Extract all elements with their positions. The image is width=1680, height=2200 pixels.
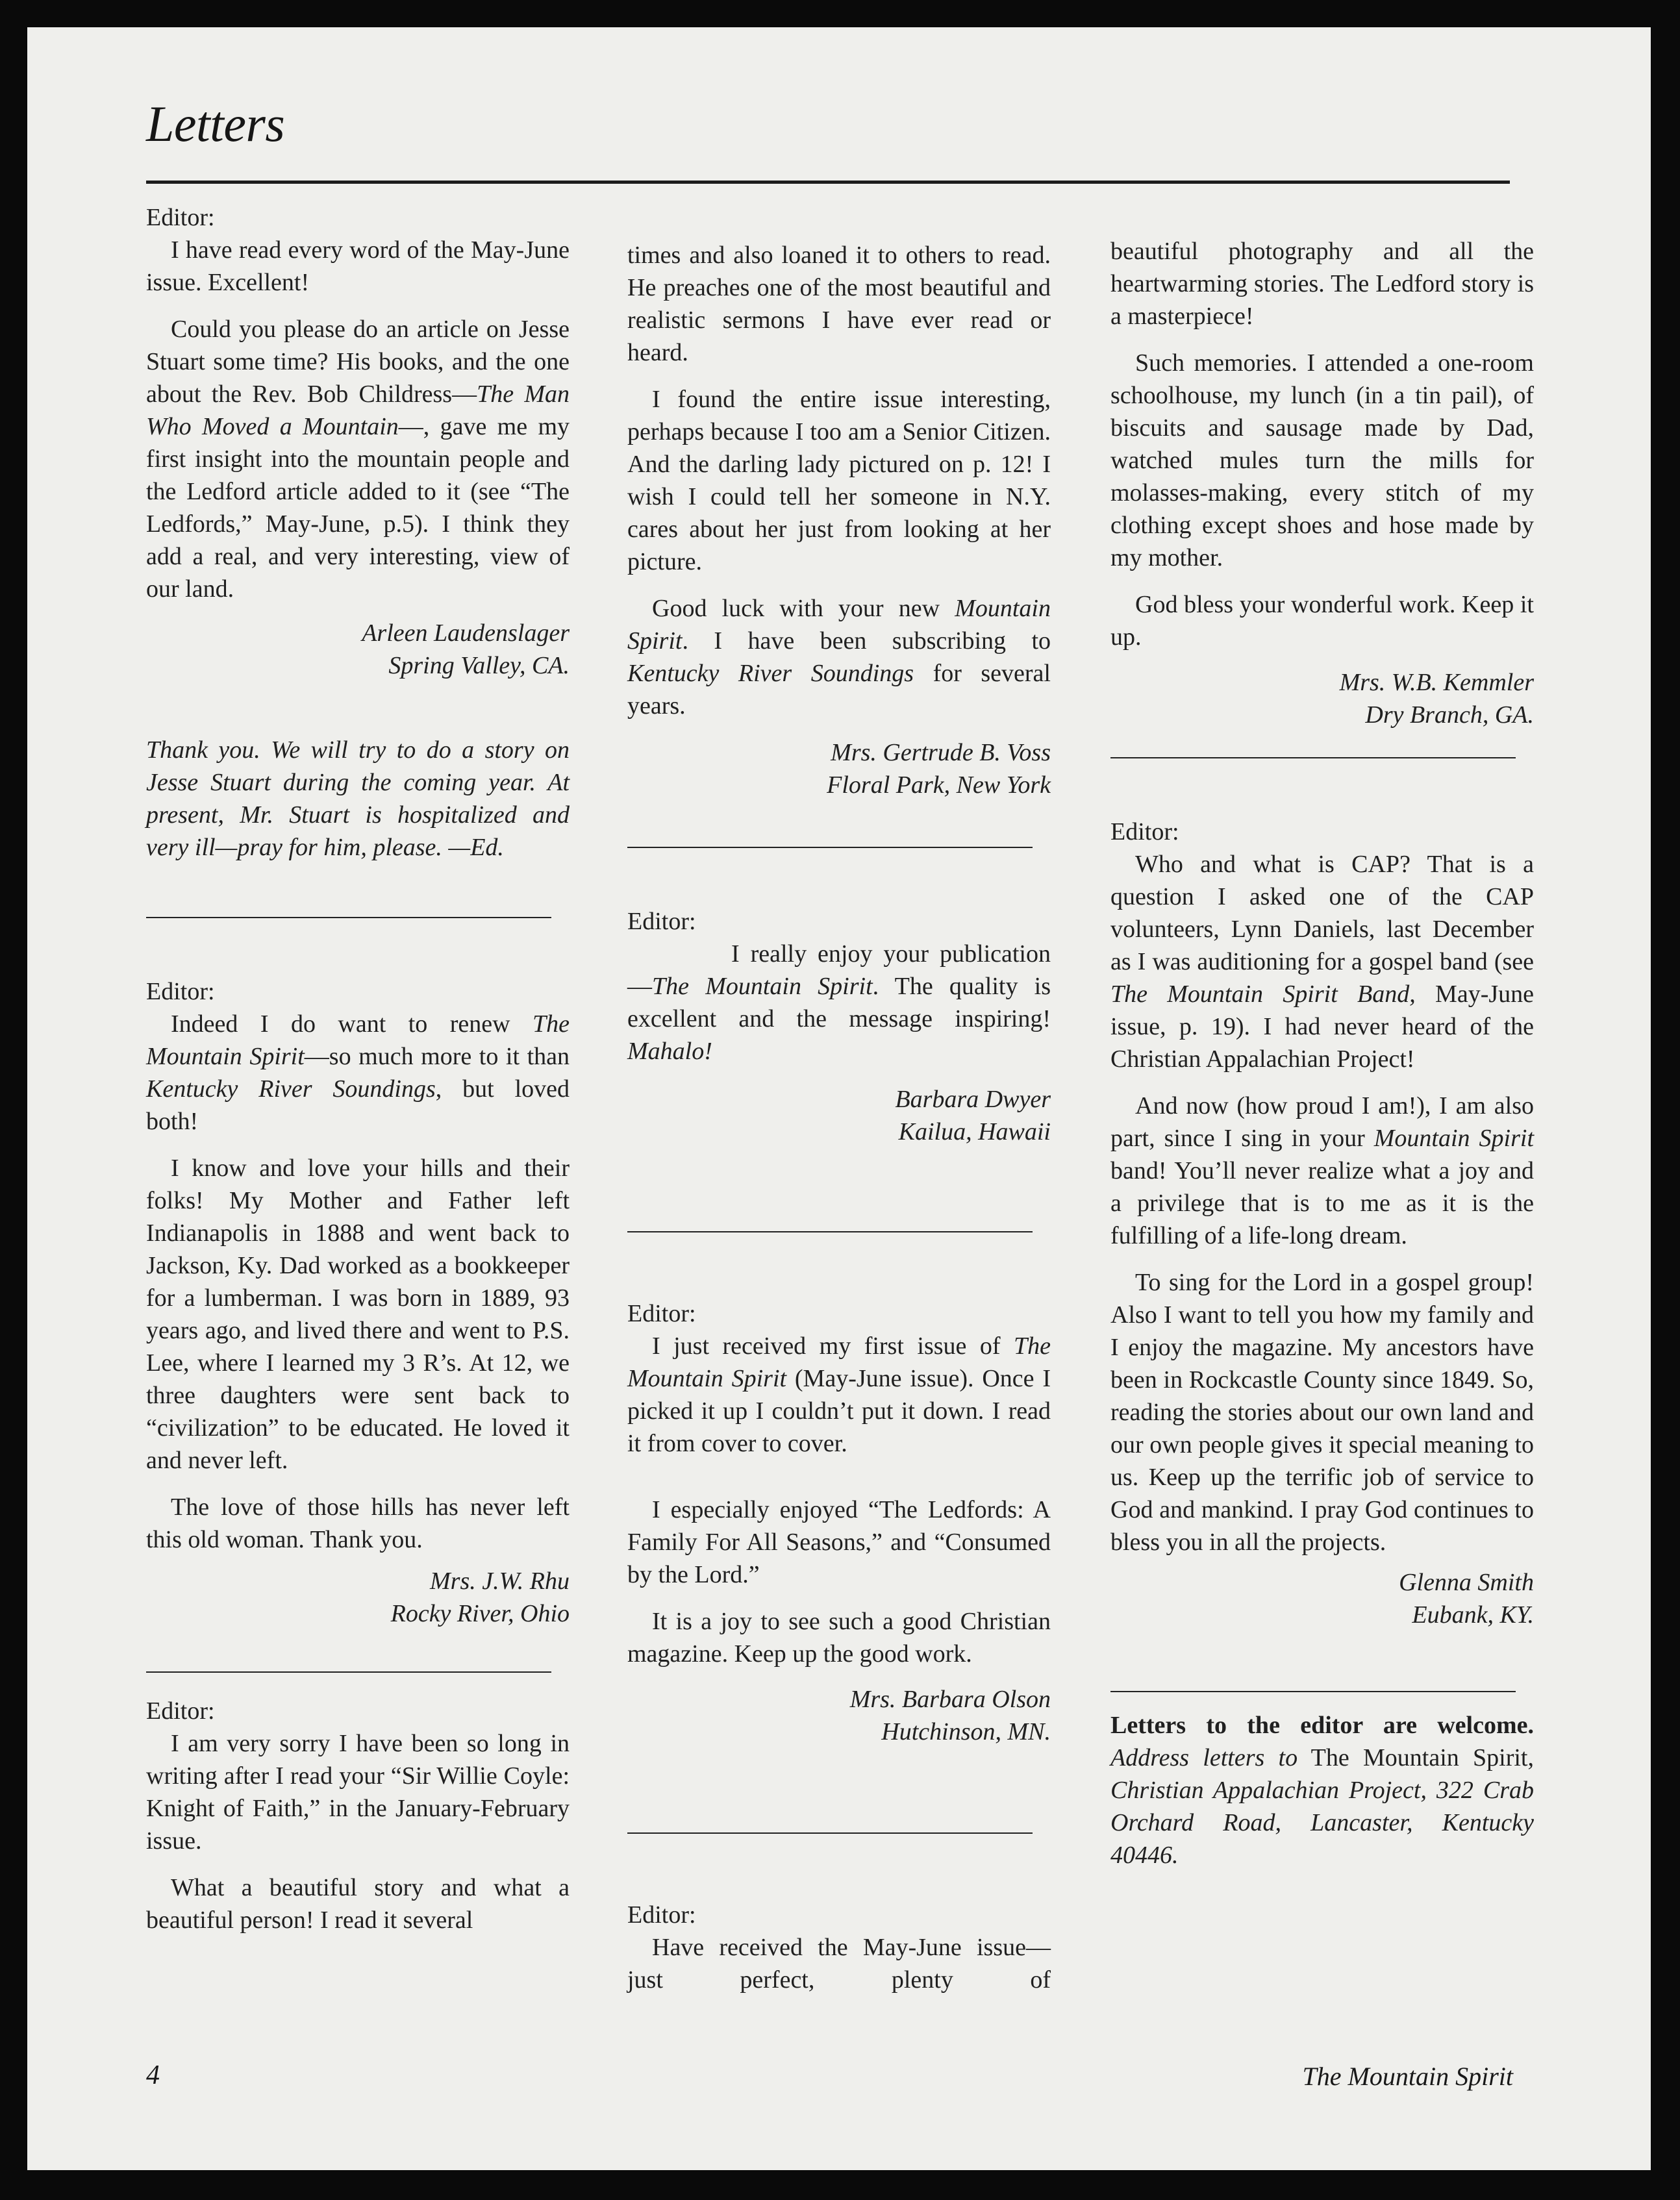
editor-label: Editor:: [627, 1300, 696, 1327]
letter-4: [627, 905, 1051, 1148]
divider: [146, 917, 551, 918]
signature-name: Mrs. J.W. Rhu: [430, 1568, 570, 1595]
letter-paragraph: I know and love your hills and their folks! My Mother and Father left Indianapolis in 1888 and went back to Jackson, Ky. Dad worked as a bookkeeper for a lumberman. I was born in 1889, 93 years ago, and lived there and went to P.S. Lee, where I learned my 3 R’s. At 12, we three daughters were sent back to “civilization” to be educated. He loved it and never left.: [146, 1155, 570, 1474]
letter-paragraph: Could you please do an article on Jesse Stuart some time? His books, and the one about the Rev. Bob Childress—The Man Who Moved a Mountain—, gave me my first insight into the mountain people and the Ledford article added to it (see “The Ledfords,” May-June, p.5). I think they add a real, and very interesting, view of our land.: [146, 316, 570, 603]
letter-7: [1110, 816, 1534, 1631]
editor-reply: Thank you. We will try to do a story on Jesse Stuart during the coming year. At present, Mr. Stuart is hospitalized and very ill—pray for him, please. —Ed.: [146, 736, 570, 861]
editor-label: Editor:: [627, 1901, 696, 1929]
letter-6: [627, 1899, 1051, 1996]
signature-place: Spring Valley, CA.: [388, 652, 570, 679]
divider: [1110, 757, 1516, 758]
letter-paragraph-continued: beautiful photography and all the heartwarming stories. The Ledford story is a masterpiece!: [1110, 238, 1534, 330]
letter-5: [627, 1297, 1051, 1748]
letter-paragraph-continued: times and also loaned it to others to read. He preaches one of the most beautiful and realistic sermons I have ever read or heard.: [627, 242, 1051, 366]
letter-paragraph: I have read every word of the May-June issue. Excellent!: [146, 236, 570, 296]
footer-publication: The Mountain Spirit: [1302, 2062, 1513, 2091]
letter-paragraph: And now (how proud I am!), I am also part, since I sing in your Mountain Spirit band! You’ll never realize what a joy and a privilege that is to me as it is the fulfilling of a life-long dream.: [1110, 1092, 1534, 1249]
letter-1: [146, 201, 570, 682]
letter-paragraph: Such memories. I attended a one-room schoolhouse, my lunch (in a tin pail), of biscuits and sausage made by Dad, watched mules turn the mills for molasses-making, every stitch of my clothing except shoes and hose made by my mother.: [1110, 349, 1534, 571]
letter-paragraph: The love of those hills has never left this old woman. Thank you.: [146, 1494, 570, 1553]
editor-label: Editor:: [146, 1697, 215, 1725]
divider: [627, 847, 1033, 848]
letter-paragraph: I especially enjoyed “The Ledfords: A Family For All Seasons,” and “Consumed by the Lord.”: [627, 1496, 1051, 1588]
letter-paragraph: Indeed I do want to renew The Mountain Spirit—so much more to it than Kentucky River Soundings, but loved both!: [146, 1010, 570, 1135]
divider: [627, 1231, 1033, 1232]
letter-paragraph: To sing for the Lord in a gospel group! Also I want to tell you how my family and I enjoy the magazine. My ancestors have been in Rockcastle County since 1849. So, reading the stories about our own land and our own people gives it special meaning to us. Keep up the terrific job of service to God and mankind. I pray God continues to bless you in all the projects.: [1110, 1269, 1534, 1556]
column-3: [1110, 235, 1534, 1871]
letter-paragraph: I found the entire issue interesting, perhaps because I too am a Senior Citizen. And the darling lady pictured on p. 12! I wish I could tell her someone in N.Y. cares about her just from looking at her picture.: [627, 386, 1051, 575]
letter-2: [146, 975, 570, 1630]
signature-place: Hutchinson, MN.: [881, 1718, 1051, 1745]
signature-place: Floral Park, New York: [827, 771, 1051, 799]
signature-name: Mrs. W.B. Kemmler: [1339, 669, 1534, 696]
signature-place: Eubank, KY.: [1412, 1601, 1534, 1629]
section-title: Letters: [146, 95, 285, 152]
editor-notice: Letters to the editor are welcome. Address letters to The Mountain Spirit, Christian Appalachian Project, 322 Crab Orchard Road, Lancaster, Kentucky 40446.: [1110, 1712, 1534, 1869]
signature-name: Barbara Dwyer: [895, 1086, 1051, 1113]
signature-name: Glenna Smith: [1399, 1569, 1534, 1596]
divider: [627, 1832, 1033, 1834]
page-number: 4: [146, 2060, 160, 2090]
divider: [1110, 1691, 1516, 1692]
letter-paragraph: Have received the May-June issue—just perfect, plenty of: [627, 1934, 1051, 1994]
editor-label: Editor:: [146, 204, 215, 231]
letter-paragraph: What a beautiful story and what a beautiful person! I read it several: [146, 1874, 570, 1934]
signature-place: Kailua, Hawaii: [898, 1118, 1051, 1145]
header-rule: [146, 181, 1510, 184]
letter-paragraph: God bless your wonderful work. Keep it up.: [1110, 591, 1534, 651]
signature-place: Rocky River, Ohio: [390, 1600, 570, 1627]
letter-3: [146, 1695, 570, 1936]
column-2: [627, 239, 1051, 1996]
column-1: [146, 201, 570, 1936]
letter-paragraph: I am very sorry I have been so long in writing after I read your “Sir Willie Coyle: Knight of Faith,” in the January-February issue.: [146, 1730, 570, 1855]
letter-paragraph: I really enjoy your publication—The Mountain Spirit. The quality is excellent and the message inspiring! Mahalo!: [627, 940, 1051, 1065]
editor-label: Editor:: [627, 908, 696, 935]
magazine-page: [27, 27, 1651, 2170]
letter-paragraph: Who and what is CAP? That is a question I asked one of the CAP volunteers, Lynn Daniels, last December as I was auditioning for a gospel band (see The Mountain Spirit Band, May-June issue, p. 19). I had never heard of the Christian Appalachian Project!: [1110, 851, 1534, 1073]
divider: [146, 1671, 551, 1673]
letter-paragraph: Good luck with your new Mountain Spirit. I have been subscribing to Kentucky River Soundings for several years.: [627, 595, 1051, 719]
editor-label: Editor:: [146, 978, 215, 1005]
editor-label: Editor:: [1110, 818, 1179, 845]
signature-place: Dry Branch, GA.: [1365, 701, 1534, 729]
signature-name: Mrs. Gertrude B. Voss: [831, 739, 1051, 766]
letter-paragraph: I just received my first issue of The Mountain Spirit (May-June issue). Once I picked it up I couldn’t put it down. I read it from cover to cover.: [627, 1332, 1051, 1457]
letter-paragraph: It is a joy to see such a good Christian magazine. Keep up the good work.: [627, 1608, 1051, 1668]
signature-name: Mrs. Barbara Olson: [849, 1686, 1051, 1713]
signature-name: Arleen Laudenslager: [362, 619, 570, 647]
